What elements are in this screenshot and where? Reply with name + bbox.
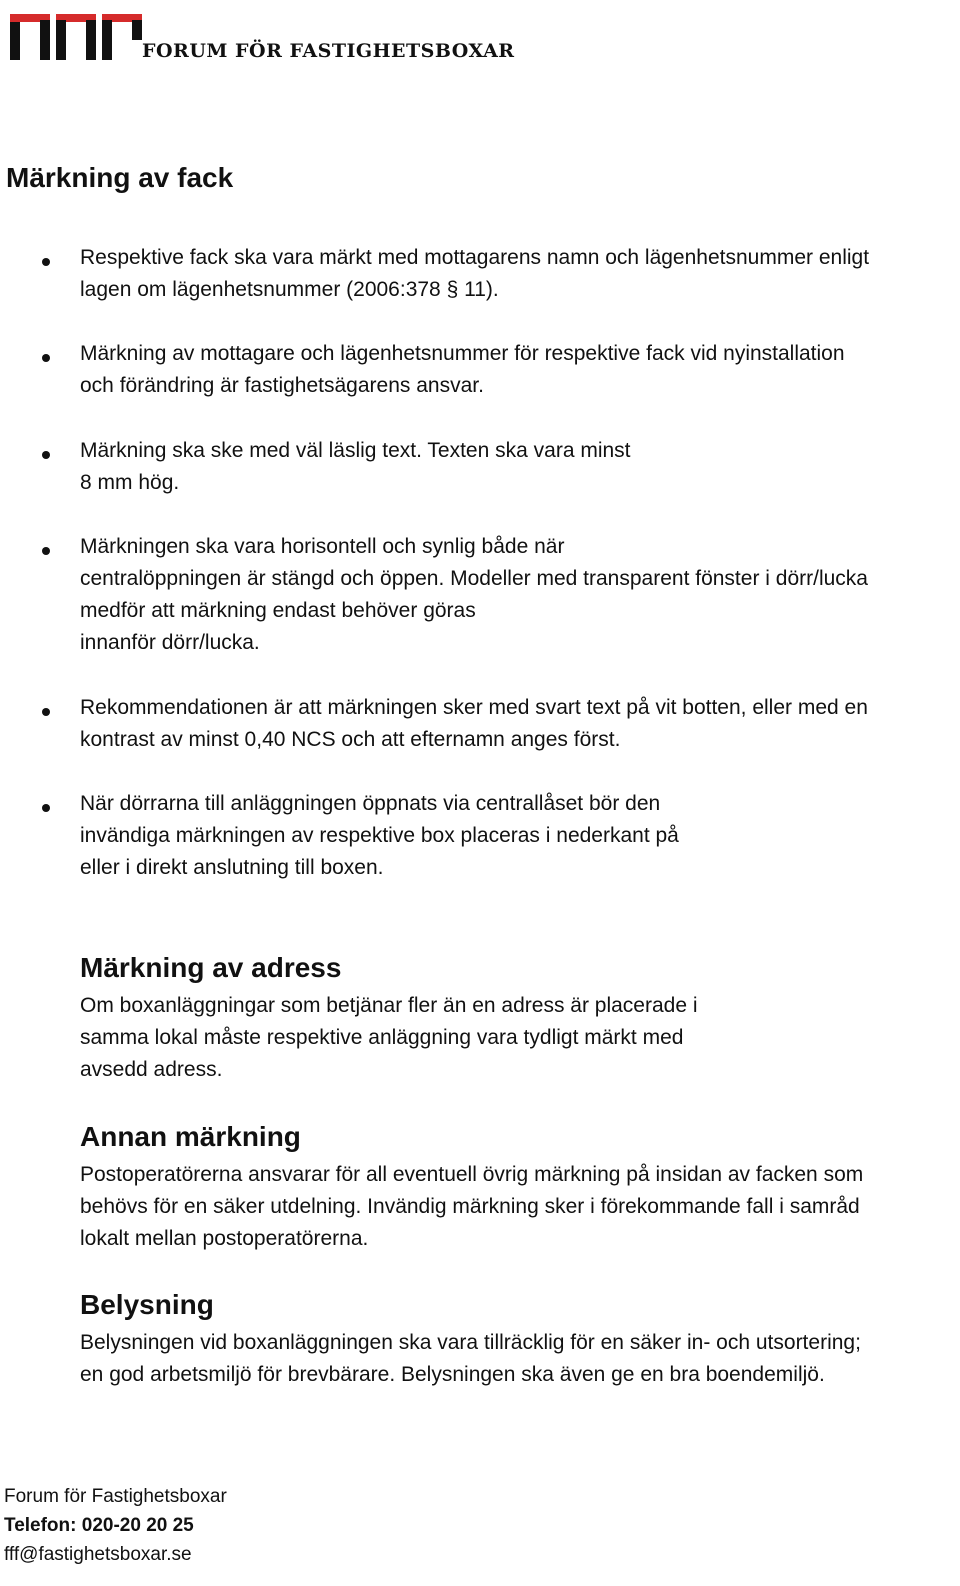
section-text-line: Om boxanläggningar som betjänar fler än en adress är placerade i [80,994,698,1017]
footer-org: Forum för Fastighetsboxar [4,1486,227,1507]
bullet-text-line: Rekommendationen är att märkningen sker med svart text på vit botten, eller med en [80,696,868,719]
section-text-line: lokalt mellan postoperatörerna. [80,1227,369,1250]
bullet-text-line: Märkning av mottagare och lägenhetsnummer för respektive fack vid nyinstallation [80,342,845,365]
bullet-text-line: medför att märkning endast behöver göras [80,599,476,622]
section-text-line: avsedd adress. [80,1058,223,1081]
bullet-text-line: kontrast av minst 0,40 NCS och att efternamn anges först. [80,728,621,751]
bullet-text-line: Respektive fack ska vara märkt med mottagarens namn och lägenhetsnummer enligt [80,246,870,269]
page-title: Märkning av fack [6,162,234,193]
bullet-text-line: 8 mm hög. [80,471,180,494]
footer-phone: Telefon: 020-20 20 25 [4,1515,194,1536]
bullet-text-line: Märkningen ska vara horisontell och synlig både när [80,535,565,558]
section-text-line: samma lokal måste respektive anläggning vara tydligt märkt med [80,1026,684,1049]
bullet-dot-icon [42,451,50,459]
section-text-line: en god arbetsmiljö för brevbärare. Belysningen ska även ge en bra boendemiljö. [80,1363,825,1386]
bullet-text-line: och förändring är fastighetsägarens ansvar. [80,374,484,397]
section-text-line: Belysningen vid boxanläggningen ska vara tillräcklig för en säker in- och utsortering; [80,1331,861,1354]
bullet-dot-icon [42,258,50,266]
bullet-text-line: När dörrarna till anläggningen öppnats via centrallåset bör den [80,792,661,815]
bullet-dot-icon [42,547,50,555]
bullet-text-line: lagen om lägenhetsnummer (2006:378 § 11). [80,278,499,301]
bullet-text-line: innanför dörr/lucka. [80,631,260,654]
brand-name: FORUM FÖR FASTIGHETSBOXAR [142,40,515,62]
footer-email[interactable]: fff@fastighetsboxar.se [4,1544,192,1565]
section-text-line: Postoperatörerna ansvarar för all eventuell övrig märkning på insidan av facken som [80,1163,864,1186]
bullet-dot-icon [42,354,50,362]
bullet-text-line: eller i direkt anslutning till boxen. [80,856,384,879]
section-heading: Märkning av adress [80,952,342,983]
section-heading: Annan märkning [80,1121,301,1152]
section-text-line: behövs för en säker utdelning. Invändig märkning sker i förekommande fall i samråd [80,1195,860,1218]
logo-mark-icon [8,12,148,64]
bullet-text-line: invändiga märkningen av respektive box placeras i nederkant på [80,824,679,847]
bullet-text-line: centralöppningen är stängd och öppen. Modeller med transparent fönster i dörr/lucka [80,567,868,590]
bullet-dot-icon [42,708,50,716]
section-heading: Belysning [80,1289,214,1320]
bullet-text-line: Märkning ska ske med väl läslig text. Texten ska vara minst [80,439,631,462]
bullet-dot-icon [42,804,50,812]
